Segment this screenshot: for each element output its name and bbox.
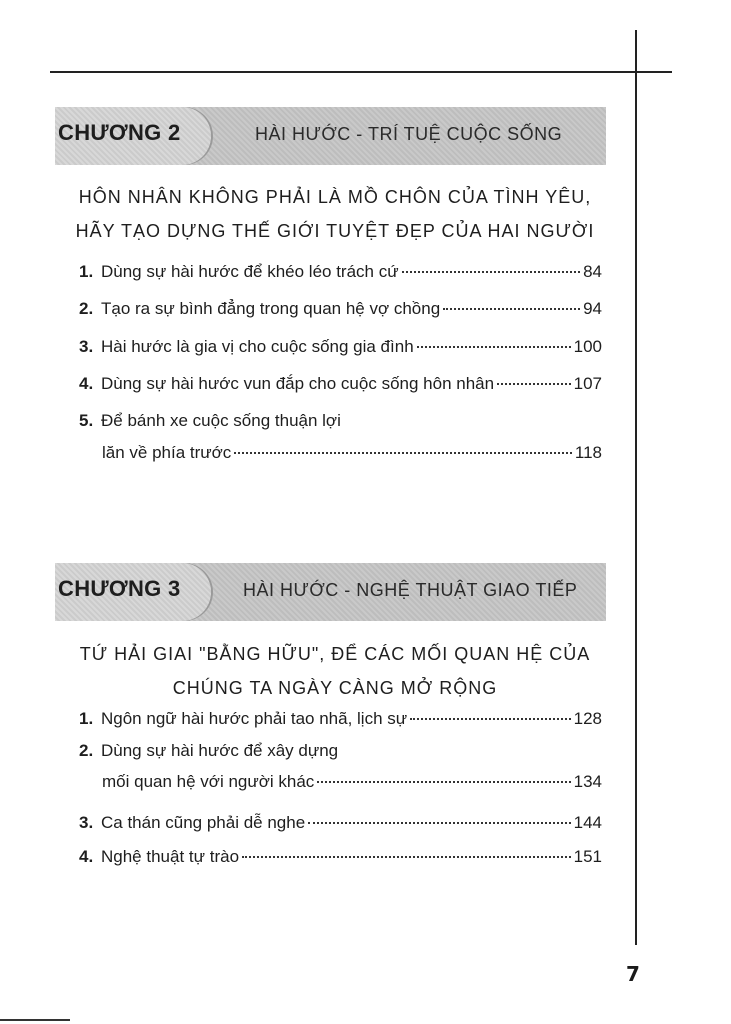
leader-dots: [497, 383, 571, 385]
toc-entry[interactable]: [79, 411, 602, 435]
entry-title: Dùng sự hài hước vun đắp cho cuộc sống hôn nhân: [101, 374, 495, 393]
entry-title: Nghệ thuật tự trào: [101, 847, 240, 866]
leader-dots: [242, 856, 571, 858]
entry-title: Dùng sự hài hước để khéo léo trách cứ: [101, 262, 399, 281]
toc-entry[interactable]: [79, 709, 602, 733]
entry-number: 1.: [79, 709, 94, 728]
heading-line: HÔN NHÂN KHÔNG PHẢI LÀ MỒ CHÔN CỦA TÌNH YÊU,: [78, 187, 592, 207]
chapter-2-heading: [60, 180, 610, 248]
heading-line: CHÚNG TA NGÀY CÀNG MỞ RỘNG: [172, 678, 498, 698]
top-rule: [50, 71, 672, 73]
bottom-rule: [0, 1019, 70, 1021]
toc-entry[interactable]: [79, 374, 602, 398]
leader-dots: [410, 718, 570, 720]
entry-number: 4.: [79, 374, 94, 393]
entry-page: 134: [573, 772, 602, 791]
toc-entry-continuation[interactable]: [102, 443, 602, 467]
toc-entry[interactable]: [79, 741, 602, 765]
entry-page: 94: [583, 299, 602, 318]
entry-page: 118: [574, 443, 602, 462]
entry-page: 84: [583, 262, 602, 281]
entry-title: Tạo ra sự bình đẳng trong quan hệ vợ chồng: [101, 299, 441, 318]
heading-line: TỨ HẢI GIAI "BẰNG HỮU", ĐỂ CÁC MỐI QUAN HỆ CỦA: [79, 644, 591, 664]
entry-page: 107: [573, 374, 602, 393]
entry-number: 2.: [79, 299, 94, 318]
toc-entry[interactable]: [79, 337, 602, 361]
toc-entry[interactable]: [79, 847, 602, 871]
chapter-3-tab: [55, 563, 211, 621]
entry-number: 2.: [79, 741, 94, 760]
entry-title: Để bánh xe cuộc sống thuận lợi: [101, 411, 341, 430]
leader-dots: [402, 271, 580, 273]
entry-page: 151: [573, 847, 602, 866]
leader-dots: [417, 346, 571, 348]
chapter-3-banner: [55, 563, 606, 621]
chapter-3-label: CHƯƠNG 3: [58, 576, 181, 601]
toc-entry-continuation[interactable]: [102, 772, 602, 796]
chapter-2-banner: [55, 107, 606, 165]
entry-title-continuation: lăn về phía trước: [102, 443, 232, 462]
chapter-2-tab: [55, 107, 211, 165]
chapter-2-title: HÀI HƯỚC - TRÍ TUỆ CUỘC SỐNG: [255, 124, 563, 144]
entry-title: Hài hước là gia vị cho cuộc sống gia đình: [101, 337, 414, 356]
chapter-3-title: HÀI HƯỚC - NGHỆ THUẬT GIAO TIẾP: [243, 580, 578, 600]
chapter-2-label: CHƯƠNG 2: [58, 120, 181, 145]
entry-title: Ngôn ngữ hài hước phải tao nhã, lịch sự: [101, 709, 408, 728]
entry-number: 3.: [79, 813, 94, 832]
entry-page: 128: [573, 709, 602, 728]
leader-dots: [443, 308, 580, 310]
toc-entry[interactable]: [79, 813, 602, 837]
toc-entry[interactable]: [79, 299, 602, 323]
entry-number: 3.: [79, 337, 94, 356]
leader-dots: [234, 452, 572, 454]
entry-number: 4.: [79, 847, 94, 866]
leader-dots: [308, 822, 570, 824]
entry-number: 5.: [79, 411, 94, 430]
entry-title-continuation: mối quan hệ với người khác: [102, 772, 315, 791]
entry-title: Ca thán cũng phải dễ nghe: [101, 813, 306, 832]
entry-title: Dùng sự hài hước để xây dựng: [101, 741, 339, 760]
right-margin-rule: [635, 30, 637, 945]
heading-line: HÃY TẠO DỰNG THẾ GIỚI TUYỆT ĐẸP CỦA HAI NGƯỜI: [75, 221, 595, 241]
entry-page: 144: [573, 813, 602, 832]
entry-page: 100: [573, 337, 602, 356]
toc-entry[interactable]: [79, 262, 602, 286]
chapter-3-heading: [60, 637, 610, 705]
page-number: 7: [626, 962, 640, 986]
leader-dots: [317, 781, 570, 783]
entry-number: 1.: [79, 262, 94, 281]
